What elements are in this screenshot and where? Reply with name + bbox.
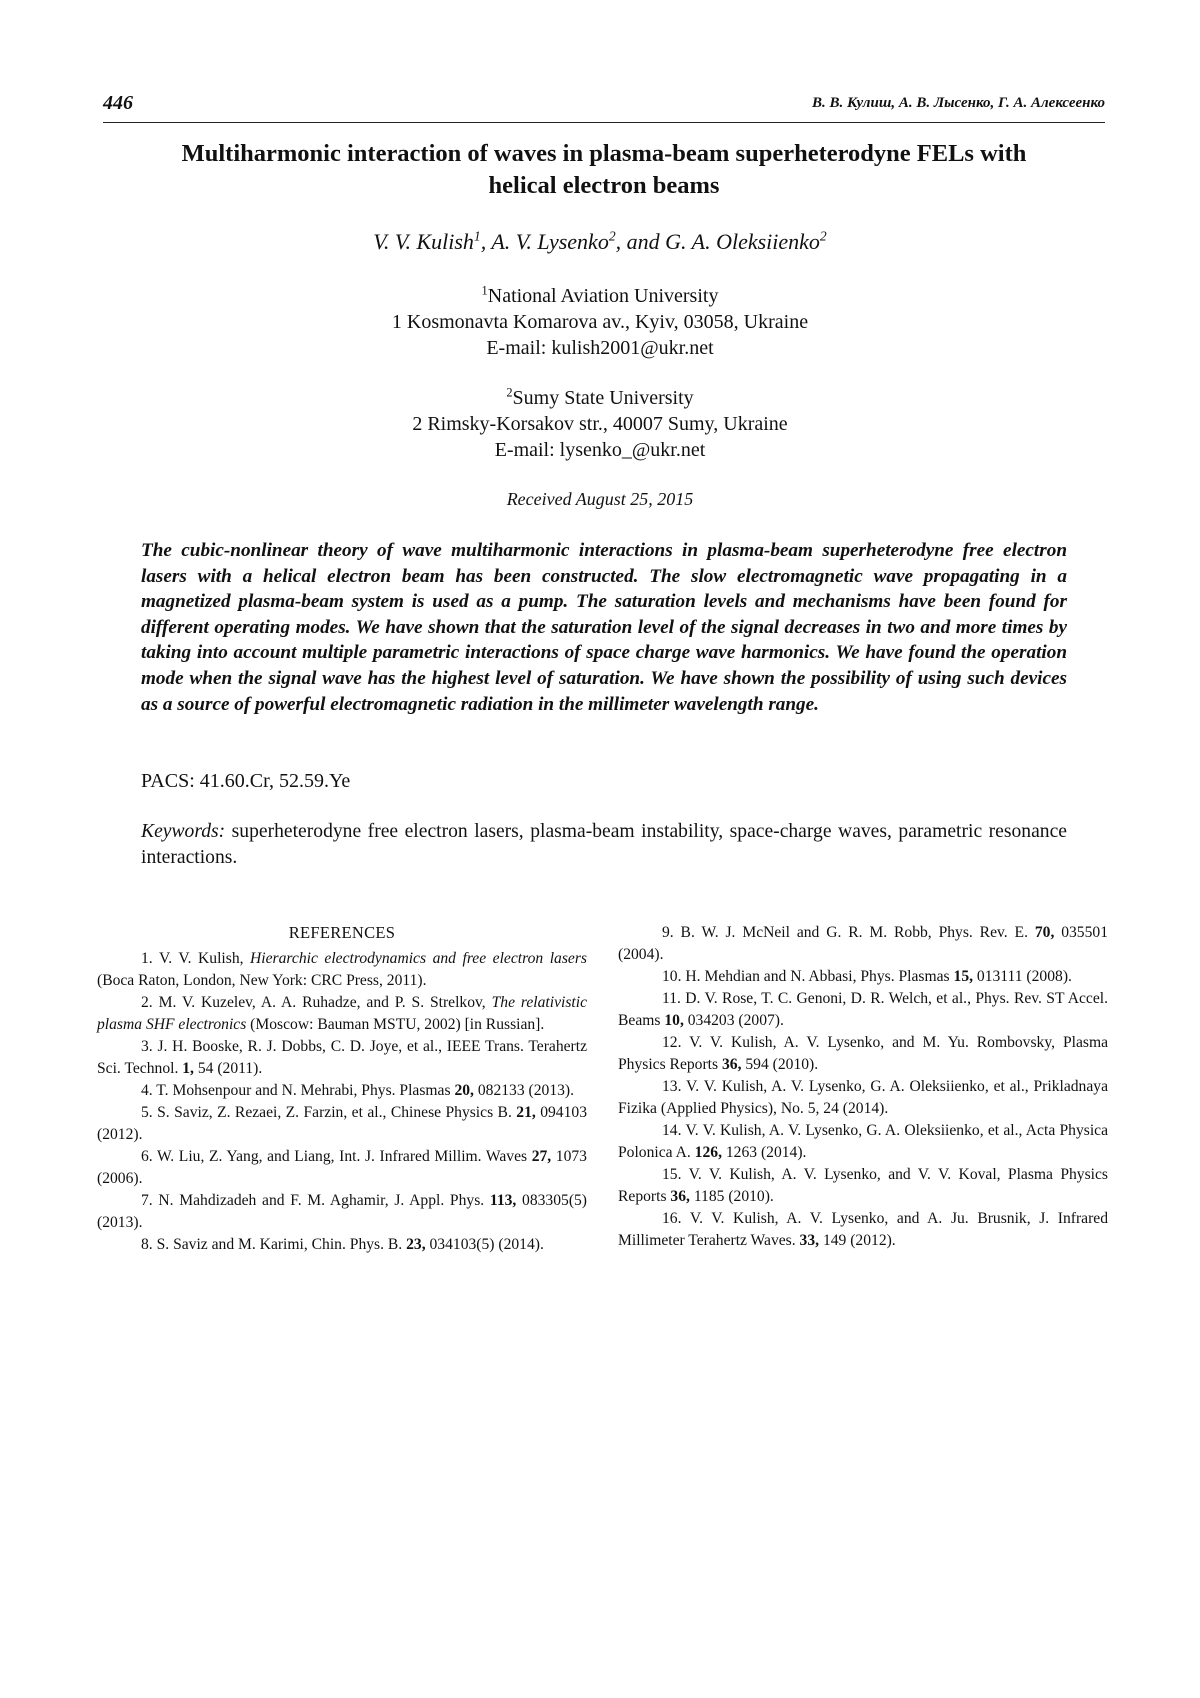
affiliation-mark: 1: [481, 283, 488, 298]
affiliation-address: 1 Kosmonavta Komarova av., Kyiv, 03058, Ukraine: [391, 311, 809, 333]
affiliation-email: E-mail: kulish2001@ukr.net: [486, 337, 714, 359]
reference-item: 3. J. H. Booske, R. J. Dobbs, C. D. Joye, et al., IEEE Trans. Terahertz Sci. Technol. 1, 54 (2011).: [97, 1038, 587, 1077]
paper-title-line: Multiharmonic interaction of waves in plasma-beam superheterodyne FELs with: [181, 140, 1027, 167]
author-name: V. V. Kulish: [373, 229, 474, 254]
references-section: [97, 922, 1108, 1322]
reference-item: 7. N. Mahdizadeh and F. M. Aghamir, J. Appl. Phys. 113, 083305(5) (2013).: [97, 1192, 588, 1231]
paper-title-line: helical electron beams: [488, 172, 720, 199]
reference-item: 4. T. Mohsenpour and N. Mehrabi, Phys. Plasmas 20, 082133 (2013).: [141, 1082, 575, 1099]
running-head-authors: В. В. Кулиш, А. В. Лысенко, Г. А. Алексеенко: [812, 95, 1105, 111]
received-date: Received August 25, 2015: [506, 489, 694, 509]
reference-item: 9. B. W. J. McNeil and G. R. M. Robb, Phys. Rev. E. 70, 035501 (2004).: [618, 924, 1108, 963]
author-name: G. A. Oleksiienko: [665, 229, 820, 254]
affiliation-name: National Aviation University: [487, 285, 719, 307]
reference-item: 10. H. Mehdian and N. Abbasi, Phys. Plasmas 15, 013111 (2008).: [662, 968, 1072, 985]
reference-item: 5. S. Saviz, Z. Rezaei, Z. Farzin, et al., Chinese Physics B. 21, 094103 (2012).: [97, 1104, 587, 1143]
reference-item: 14. V. V. Kulish, A. V. Lysenko, G. A. Oleksiienko, et al., Acta Physica Polonica A. 126, 1263 (2014).: [618, 1122, 1108, 1161]
author-affiliation-mark: 2: [608, 228, 616, 244]
reference-item: 11. D. V. Rose, T. C. Genoni, D. R. Welch, et al., Phys. Rev. ST Accel. Beams 10, 034203 (2007).: [618, 990, 1108, 1029]
reference-item: 8. S. Saviz and M. Karimi, Chin. Phys. B. 23, 034103(5) (2014).: [141, 1236, 544, 1253]
keywords-text: superheterodyne free electron lasers, plasma-beam instability, space-charge waves, parametric resonance interactions.: [141, 821, 1067, 868]
affiliation-name: Sumy State University: [512, 387, 694, 409]
affiliation-mark: 2: [506, 385, 513, 400]
abstract: The cubic-nonlinear theory of wave multiharmonic interactions in plasma-beam superheterodyne free electron lasers with a helical electron beam has been constructed. The slow electromagnetic wave propagating in a magnetized plasma-beam system is used as a pump. The saturation levels and mechanisms have been found for different operating modes. We have shown that the saturation level of the signal decreases in two and more times by taking into account multiple parametric interactions of space charge wave harmonics. We have found the operation mode when the signal wave has the highest level of saturation. We have shown the possibility of using such devices as a source of powerful electromagnetic radiation in the millimeter wavelength range.: [141, 540, 1067, 715]
paper-title: [103, 138, 1105, 202]
page-number: 446: [103, 92, 133, 114]
author-name: A. V. Lysenko: [491, 229, 609, 254]
reference-item: 2. M. V. Kuzelev, A. A. Ruhadze, and P. S. Strelkov, The relativistic plasma SHF electronics (Moscow: Bauman MSTU, 2002) [in Russian].: [97, 994, 587, 1033]
author-affiliation-mark: 2: [819, 228, 827, 244]
reference-item: 13. V. V. Kulish, A. V. Lysenko, G. A. Oleksiienko, et al., Prikladnaya Fizika (Applied Physics), No. 5, 24 (2014).: [618, 1078, 1108, 1117]
keywords: [141, 819, 1067, 870]
references-column-right: [618, 922, 1108, 1252]
reference-item: 12. V. V. Kulish, A. V. Lysenko, and M. Yu. Rombovsky, Plasma Physics Reports 36, 594 (2010).: [618, 1034, 1108, 1073]
reference-item: 16. V. V. Kulish, A. V. Lysenko, and A. Ju. Brusnik, J. Infrared Millimeter Terahertz Waves. 33, 149 (2012).: [618, 1210, 1108, 1249]
author-separator: , and: [615, 229, 666, 254]
affiliation-block: [0, 283, 1200, 361]
running-head: [103, 90, 1105, 123]
affiliation-address: 2 Rimsky-Korsakov str., 40007 Sumy, Ukraine: [412, 413, 788, 435]
references-heading: REFERENCES: [288, 923, 396, 942]
author-list: [0, 229, 1200, 255]
author-separator: ,: [480, 229, 492, 254]
author-affiliation-mark: 1: [473, 228, 481, 244]
keywords-label: Keywords:: [141, 821, 226, 842]
references-column-left: [97, 922, 587, 1256]
affiliation-block: [0, 385, 1200, 463]
reference-item: 15. V. V. Kulish, A. V. Lysenko, and V. V. Koval, Plasma Physics Reports 36, 1185 (2010).: [618, 1166, 1108, 1205]
affiliation-email: E-mail: lysenko_@ukr.net: [494, 439, 706, 461]
pacs-codes: PACS: 41.60.Cr, 52.59.Ye: [141, 770, 351, 792]
reference-item: 6. W. Liu, Z. Yang, and Liang, Int. J. Infrared Millim. Waves 27, 1073 (2006).: [97, 1148, 587, 1187]
reference-item: 1. V. V. Kulish, Hierarchic electrodynamics and free electron lasers (Boca Raton, London, New York: CRC Press, 2011).: [97, 950, 587, 989]
